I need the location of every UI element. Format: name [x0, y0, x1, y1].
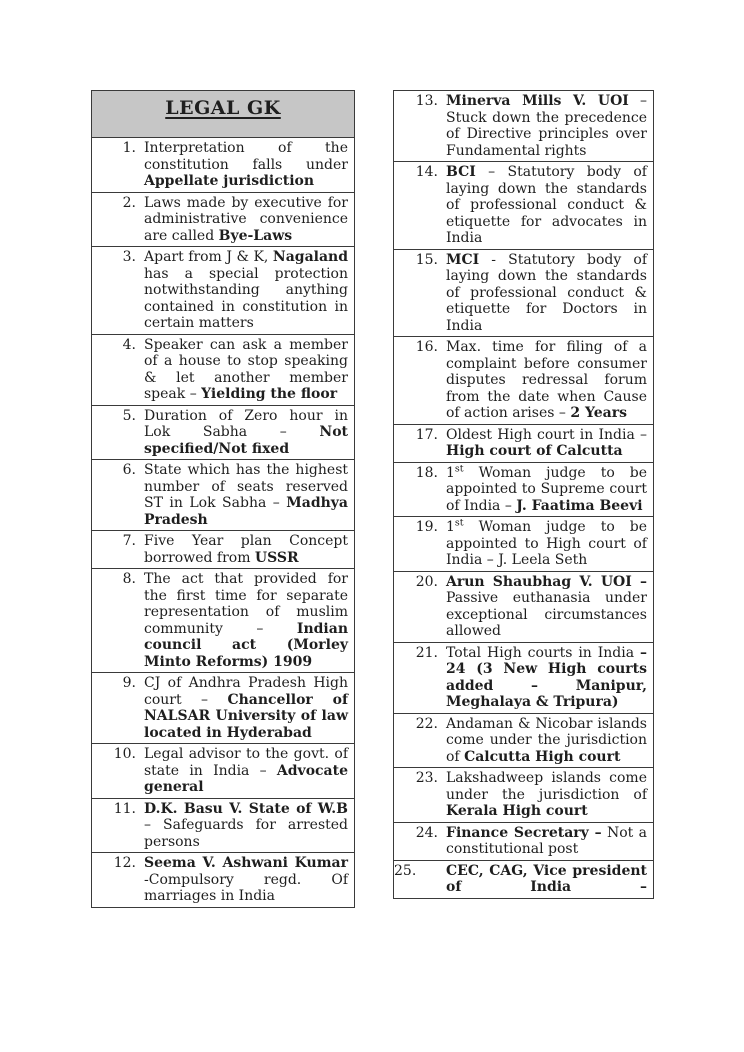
list-item: [92, 853, 354, 907]
item-text: 1st Woman judge to be appointed to Supreme court of India – J. Faatima Beevi: [446, 462, 647, 514]
item-number: 23.: [415, 770, 438, 786]
item-text: Duration of Zero hour in Lok Sabha – Not specified/Not fixed: [144, 407, 348, 457]
item-text: Finance Secretary – Not a constitutional post: [446, 824, 647, 857]
list-item: [394, 823, 653, 861]
item-text: 1st Woman judge to be appointed to High court of India – J. Leela Seth: [446, 517, 647, 568]
item-number: 3.: [122, 249, 136, 265]
list-item: [394, 463, 653, 518]
item-number: 19.: [415, 519, 438, 535]
item-number: 7.: [122, 533, 136, 549]
item-number: 2.: [122, 194, 136, 211]
item-text: BCI – Statutory body of laying down the standards of professional conduct & etiquette for advocates in India: [446, 164, 647, 246]
item-number: 16.: [415, 339, 438, 355]
list-item: [92, 335, 354, 406]
left-rows: [92, 138, 354, 907]
list-item: [92, 799, 354, 854]
right-rows: [394, 91, 653, 898]
item-number: 5.: [122, 407, 136, 424]
list-item: [394, 517, 653, 572]
item-text: Apart from J & K, Nagaland has a special protection notwithstanding anything contained in constitution in certain matters: [144, 249, 348, 331]
item-number: 11.: [113, 800, 136, 817]
list-item: [394, 714, 653, 769]
list-item: [394, 425, 653, 463]
page-title: LEGAL GK: [165, 97, 281, 119]
item-number: 12.: [113, 855, 136, 871]
item-number: 24.: [415, 824, 438, 841]
list-item: [92, 406, 354, 461]
legal-gk-table-right: [393, 90, 654, 899]
legal-gk-table-left: [91, 90, 355, 908]
list-item: [92, 247, 354, 335]
item-text: CJ of Andhra Pradesh High court – Chancellor of NALSAR University of law located in Hyderabad: [144, 675, 348, 741]
item-text: Seema V. Ashwani Kumar -Compulsory regd. Of marriages in India: [144, 855, 348, 904]
list-item: [394, 337, 653, 425]
item-number: 4.: [122, 336, 136, 353]
item-text: Laws made by executive for administrative convenience are called Bye-Laws: [144, 194, 348, 244]
item-text: The act that provided for the first time for separate representation of muslim community – Indian council act (Morley Minto Reforms) 1909: [144, 571, 348, 670]
item-number: 25.: [394, 862, 417, 879]
list-item: [394, 643, 653, 714]
item-text: Interpretation of the constitution falls under Appellate jurisdiction: [144, 140, 348, 189]
list-item: [92, 673, 354, 744]
list-item: [92, 744, 354, 799]
item-text: Minerva Mills V. UOI – Stuck down the precedence of Directive principles over Fundamental rights: [446, 93, 647, 159]
item-number: 10.: [113, 746, 136, 762]
item-number: 15.: [415, 251, 438, 268]
item-text: Oldest High court in India – High court of Calcutta: [446, 426, 647, 459]
item-text: MCI - Statutory body of laying down the standards of professional conduct & etiquette for Doctors in India: [446, 251, 647, 334]
item-text: Lakshadweep islands come under the jurisdiction of Kerala High court: [446, 770, 647, 819]
item-text: Legal advisor to the govt. of state in India – Advocate general: [144, 746, 348, 795]
list-item: [394, 250, 653, 338]
item-number: 17.: [415, 426, 438, 443]
item-number: 8.: [122, 571, 136, 587]
list-item: [92, 460, 354, 531]
list-item: [394, 162, 653, 250]
item-text: State which has the highest number of seats reserved ST in Lok Sabha – Madhya Pradesh: [144, 462, 348, 528]
item-number: 22.: [415, 715, 438, 732]
item-text: D.K. Basu V. State of W.B – Safeguards for arrested persons: [144, 800, 348, 850]
item-number: 9.: [122, 675, 136, 691]
list-item: [92, 569, 354, 673]
list-item: [394, 572, 653, 643]
item-text: Andaman & Nicobar islands come under the jurisdiction of Calcutta High court: [446, 715, 647, 765]
item-text: Arun Shaubhag V. UOI – Passive euthanasia under exceptional circumstances allowed: [446, 573, 647, 639]
table-header: [92, 91, 354, 138]
list-item: [92, 193, 354, 248]
item-text: Max. time for filing of a complaint before consumer disputes redressal forum from the date when Cause of action arises – 2 Years: [446, 339, 647, 421]
list-item: [394, 91, 653, 162]
item-number: 6.: [122, 462, 136, 478]
list-item: [394, 861, 653, 898]
item-number: 1.: [122, 140, 136, 156]
list-item: [394, 768, 653, 823]
item-number: 14.: [415, 164, 438, 180]
item-number: 18.: [415, 464, 438, 481]
item-text: CEC, CAG, Vice president of India –: [446, 862, 647, 895]
item-number: 13.: [415, 93, 438, 109]
item-text: Five Year plan Concept borrowed from USSR: [144, 533, 348, 566]
item-text: Speaker can ask a member of a house to stop speaking & let another member speak – Yielding the floor: [144, 336, 348, 402]
item-number: 20.: [415, 573, 438, 590]
item-number: 21.: [415, 644, 438, 661]
item-text: Total High courts in India – 24 (3 New High courts added – Manipur, Meghalaya & Tripura): [446, 644, 647, 710]
list-item: [92, 138, 354, 193]
list-item: [92, 531, 354, 569]
